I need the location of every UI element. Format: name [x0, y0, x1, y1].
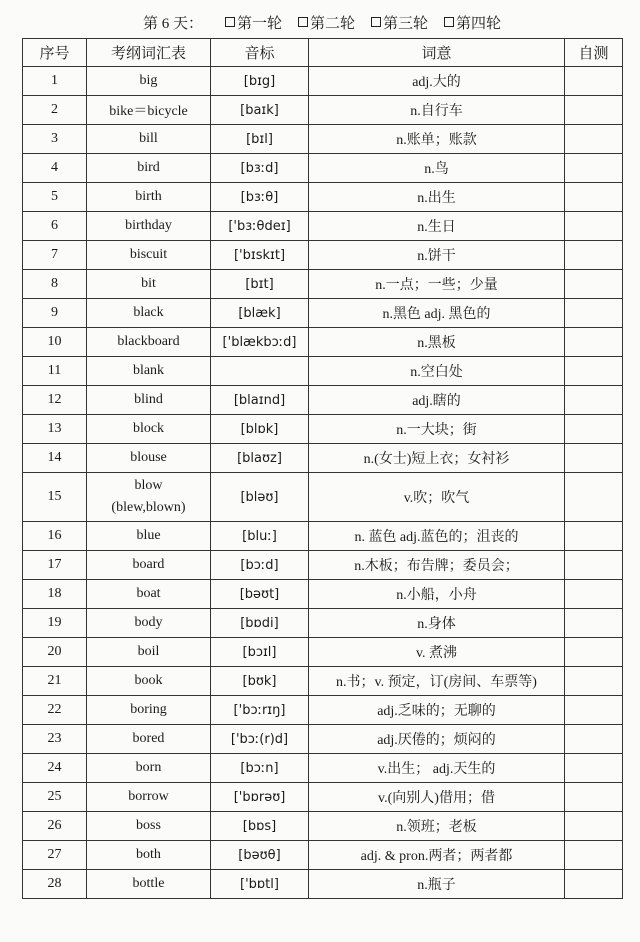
word: blackboard	[87, 328, 211, 357]
self-test-cell[interactable]	[565, 386, 623, 415]
row-number: 24	[23, 754, 87, 783]
phonetic: ['bɔː(r)d]	[211, 725, 309, 754]
self-test-cell[interactable]	[565, 725, 623, 754]
day-label: 第 6 天：	[142, 15, 203, 32]
word: big	[87, 67, 211, 96]
row-number: 16	[23, 522, 87, 551]
table-row	[23, 328, 623, 357]
self-test-cell[interactable]	[565, 299, 623, 328]
meaning: n.书；v. 预定，订(房间、车票等)	[309, 667, 565, 696]
meaning: n.瓶子	[309, 870, 565, 899]
row-number: 19	[23, 609, 87, 638]
meaning: n.一点；一些；少量	[309, 270, 565, 299]
meaning: n.黑板	[309, 328, 565, 357]
word: birth	[87, 183, 211, 212]
phonetic: [bəʊt]	[211, 580, 309, 609]
phonetic: [blaʊz]	[211, 444, 309, 473]
self-test-cell[interactable]	[565, 125, 623, 154]
word: boring	[87, 696, 211, 725]
word: blue	[87, 522, 211, 551]
meaning: adj.大的	[309, 67, 565, 96]
word-cell	[87, 473, 211, 522]
phonetic: [blɒk]	[211, 415, 309, 444]
table-body	[23, 67, 623, 899]
self-test-cell[interactable]	[565, 783, 623, 812]
word: bike＝bicycle	[87, 96, 211, 125]
table-row	[23, 212, 623, 241]
checkbox-icon[interactable]	[225, 17, 235, 27]
self-test-cell[interactable]	[565, 609, 623, 638]
word-forms: (blew,blown)	[111, 500, 186, 515]
word: body	[87, 609, 211, 638]
meaning: v.(向别人)借用；借	[309, 783, 565, 812]
meaning: n.生日	[309, 212, 565, 241]
word: blouse	[87, 444, 211, 473]
meaning: adj.厌倦的；烦闷的	[309, 725, 565, 754]
table-row	[23, 154, 623, 183]
phonetic: [blaɪnd]	[211, 386, 309, 415]
self-test-cell[interactable]	[565, 67, 623, 96]
self-test-cell[interactable]	[565, 415, 623, 444]
self-test-cell[interactable]	[565, 96, 623, 125]
column-header-meaning: 词意	[309, 39, 565, 67]
table-row	[23, 609, 623, 638]
word: borrow	[87, 783, 211, 812]
phonetic: [bɜːd]	[211, 154, 309, 183]
table-header-row	[23, 39, 623, 67]
word: black	[87, 299, 211, 328]
meaning: v.吹；吹气	[309, 473, 565, 522]
self-test-cell[interactable]	[565, 522, 623, 551]
self-test-cell[interactable]	[565, 870, 623, 899]
self-test-cell[interactable]	[565, 328, 623, 357]
round-3[interactable]: 第三轮	[371, 12, 428, 33]
table-row	[23, 812, 623, 841]
row-number: 2	[23, 96, 87, 125]
word: bit	[87, 270, 211, 299]
row-number: 4	[23, 154, 87, 183]
phonetic	[211, 357, 309, 386]
round-2[interactable]: 第二轮	[298, 12, 355, 33]
word: book	[87, 667, 211, 696]
phonetic: [bɪg]	[211, 67, 309, 96]
phonetic: ['bɒtl]	[211, 870, 309, 899]
word: bottle	[87, 870, 211, 899]
meaning: n.饼干	[309, 241, 565, 270]
table-row	[23, 696, 623, 725]
table-row	[23, 67, 623, 96]
meaning: n.黑色 adj. 黑色的	[309, 299, 565, 328]
word: biscuit	[87, 241, 211, 270]
phonetic: ['bɜːθdeɪ]	[211, 212, 309, 241]
day-header	[22, 8, 622, 36]
phonetic: [bluː]	[211, 522, 309, 551]
table-row	[23, 522, 623, 551]
self-test-cell[interactable]	[565, 841, 623, 870]
self-test-cell[interactable]	[565, 812, 623, 841]
row-number: 27	[23, 841, 87, 870]
row-number: 1	[23, 67, 87, 96]
self-test-cell[interactable]	[565, 638, 623, 667]
row-number: 9	[23, 299, 87, 328]
table-row	[23, 357, 623, 386]
row-number: 6	[23, 212, 87, 241]
word: bill	[87, 125, 211, 154]
self-test-cell[interactable]	[565, 754, 623, 783]
meaning: n.小船，小舟	[309, 580, 565, 609]
row-number: 23	[23, 725, 87, 754]
meaning: n.出生	[309, 183, 565, 212]
table-row	[23, 299, 623, 328]
table-row	[23, 241, 623, 270]
self-test-cell[interactable]	[565, 551, 623, 580]
row-number: 13	[23, 415, 87, 444]
phonetic: [bɒs]	[211, 812, 309, 841]
table-row	[23, 415, 623, 444]
row-number: 3	[23, 125, 87, 154]
phonetic: [bɔːn]	[211, 754, 309, 783]
self-test-cell[interactable]	[565, 270, 623, 299]
row-number: 21	[23, 667, 87, 696]
meaning: n.账单；账款	[309, 125, 565, 154]
meaning: n.鸟	[309, 154, 565, 183]
checkbox-icon[interactable]	[444, 17, 454, 27]
meaning: v.出生； adj.天生的	[309, 754, 565, 783]
table-row	[23, 386, 623, 415]
self-test-cell[interactable]	[565, 212, 623, 241]
phonetic: ['bɔːrɪŋ]	[211, 696, 309, 725]
meaning: n.自行车	[309, 96, 565, 125]
meaning: n.(女士)短上衣；女衬衫	[309, 444, 565, 473]
word: both	[87, 841, 211, 870]
phonetic: ['blækbɔːd]	[211, 328, 309, 357]
table-row	[23, 96, 623, 125]
row-number: 10	[23, 328, 87, 357]
table-row	[23, 125, 623, 154]
meaning: v. 煮沸	[309, 638, 565, 667]
self-test-cell[interactable]	[565, 154, 623, 183]
word: boil	[87, 638, 211, 667]
table-row	[23, 638, 623, 667]
meaning: adj.乏味的；无聊的	[309, 696, 565, 725]
self-test-cell[interactable]	[565, 241, 623, 270]
table-row	[23, 444, 623, 473]
meaning: n.领班；老板	[309, 812, 565, 841]
round-1[interactable]: 第一轮	[225, 12, 282, 33]
word: bored	[87, 725, 211, 754]
row-number: 28	[23, 870, 87, 899]
meaning: n.木板；布告牌；委员会；	[309, 551, 565, 580]
self-test-cell[interactable]	[565, 357, 623, 386]
word: blank	[87, 357, 211, 386]
word: board	[87, 551, 211, 580]
phonetic: [bləʊ]	[211, 473, 309, 522]
word: blow	[134, 478, 163, 493]
row-number: 22	[23, 696, 87, 725]
row-number: 5	[23, 183, 87, 212]
word: born	[87, 754, 211, 783]
round-4[interactable]: 第四轮	[444, 12, 501, 33]
meaning: n.身体	[309, 609, 565, 638]
word: boat	[87, 580, 211, 609]
row-number: 14	[23, 444, 87, 473]
word: blind	[87, 386, 211, 415]
meaning: adj. & pron.两者；两者都	[309, 841, 565, 870]
phonetic: [bʊk]	[211, 667, 309, 696]
row-number: 12	[23, 386, 87, 415]
table-row	[23, 667, 623, 696]
checkbox-icon[interactable]	[371, 17, 381, 27]
phonetic: [bɪt]	[211, 270, 309, 299]
table-row	[23, 580, 623, 609]
self-test-cell[interactable]	[565, 667, 623, 696]
phonetic: [blæk]	[211, 299, 309, 328]
column-header-number: 序号	[23, 39, 87, 67]
table-row	[23, 725, 623, 754]
row-number: 8	[23, 270, 87, 299]
row-number: 15	[23, 473, 87, 522]
self-test-cell[interactable]	[565, 473, 623, 522]
table-row	[23, 870, 623, 899]
phonetic: [bɔɪl]	[211, 638, 309, 667]
self-test-cell[interactable]	[565, 696, 623, 725]
row-number: 20	[23, 638, 87, 667]
column-header-self-test: 自测	[565, 39, 623, 67]
table-row	[23, 783, 623, 812]
table-row	[23, 183, 623, 212]
meaning: n.一大块；街	[309, 415, 565, 444]
self-test-cell[interactable]	[565, 444, 623, 473]
self-test-cell[interactable]	[565, 183, 623, 212]
phonetic: ['bɒrəʊ]	[211, 783, 309, 812]
phonetic: [bɒdi]	[211, 609, 309, 638]
row-number: 26	[23, 812, 87, 841]
word: block	[87, 415, 211, 444]
column-header-phonetic: 音标	[211, 39, 309, 67]
phonetic: ['bɪskɪt]	[211, 241, 309, 270]
table-row	[23, 841, 623, 870]
phonetic: [bɜːθ]	[211, 183, 309, 212]
column-header-word: 考纲词汇表	[87, 39, 211, 67]
row-number: 11	[23, 357, 87, 386]
phonetic: [bɪl]	[211, 125, 309, 154]
table-row	[23, 473, 623, 522]
phonetic: [bɔːd]	[211, 551, 309, 580]
vocabulary-table	[22, 38, 623, 899]
meaning: adj.瞎的	[309, 386, 565, 415]
row-number: 7	[23, 241, 87, 270]
table-row	[23, 270, 623, 299]
row-number: 17	[23, 551, 87, 580]
phonetic: [baɪk]	[211, 96, 309, 125]
row-number: 18	[23, 580, 87, 609]
meaning: n.空白处	[309, 357, 565, 386]
phonetic: [bəʊθ]	[211, 841, 309, 870]
checkbox-icon[interactable]	[298, 17, 308, 27]
meaning: n. 蓝色 adj.蓝色的；沮丧的	[309, 522, 565, 551]
table-row	[23, 754, 623, 783]
table-row	[23, 551, 623, 580]
self-test-cell[interactable]	[565, 580, 623, 609]
word: birthday	[87, 212, 211, 241]
word: bird	[87, 154, 211, 183]
word: boss	[87, 812, 211, 841]
row-number: 25	[23, 783, 87, 812]
